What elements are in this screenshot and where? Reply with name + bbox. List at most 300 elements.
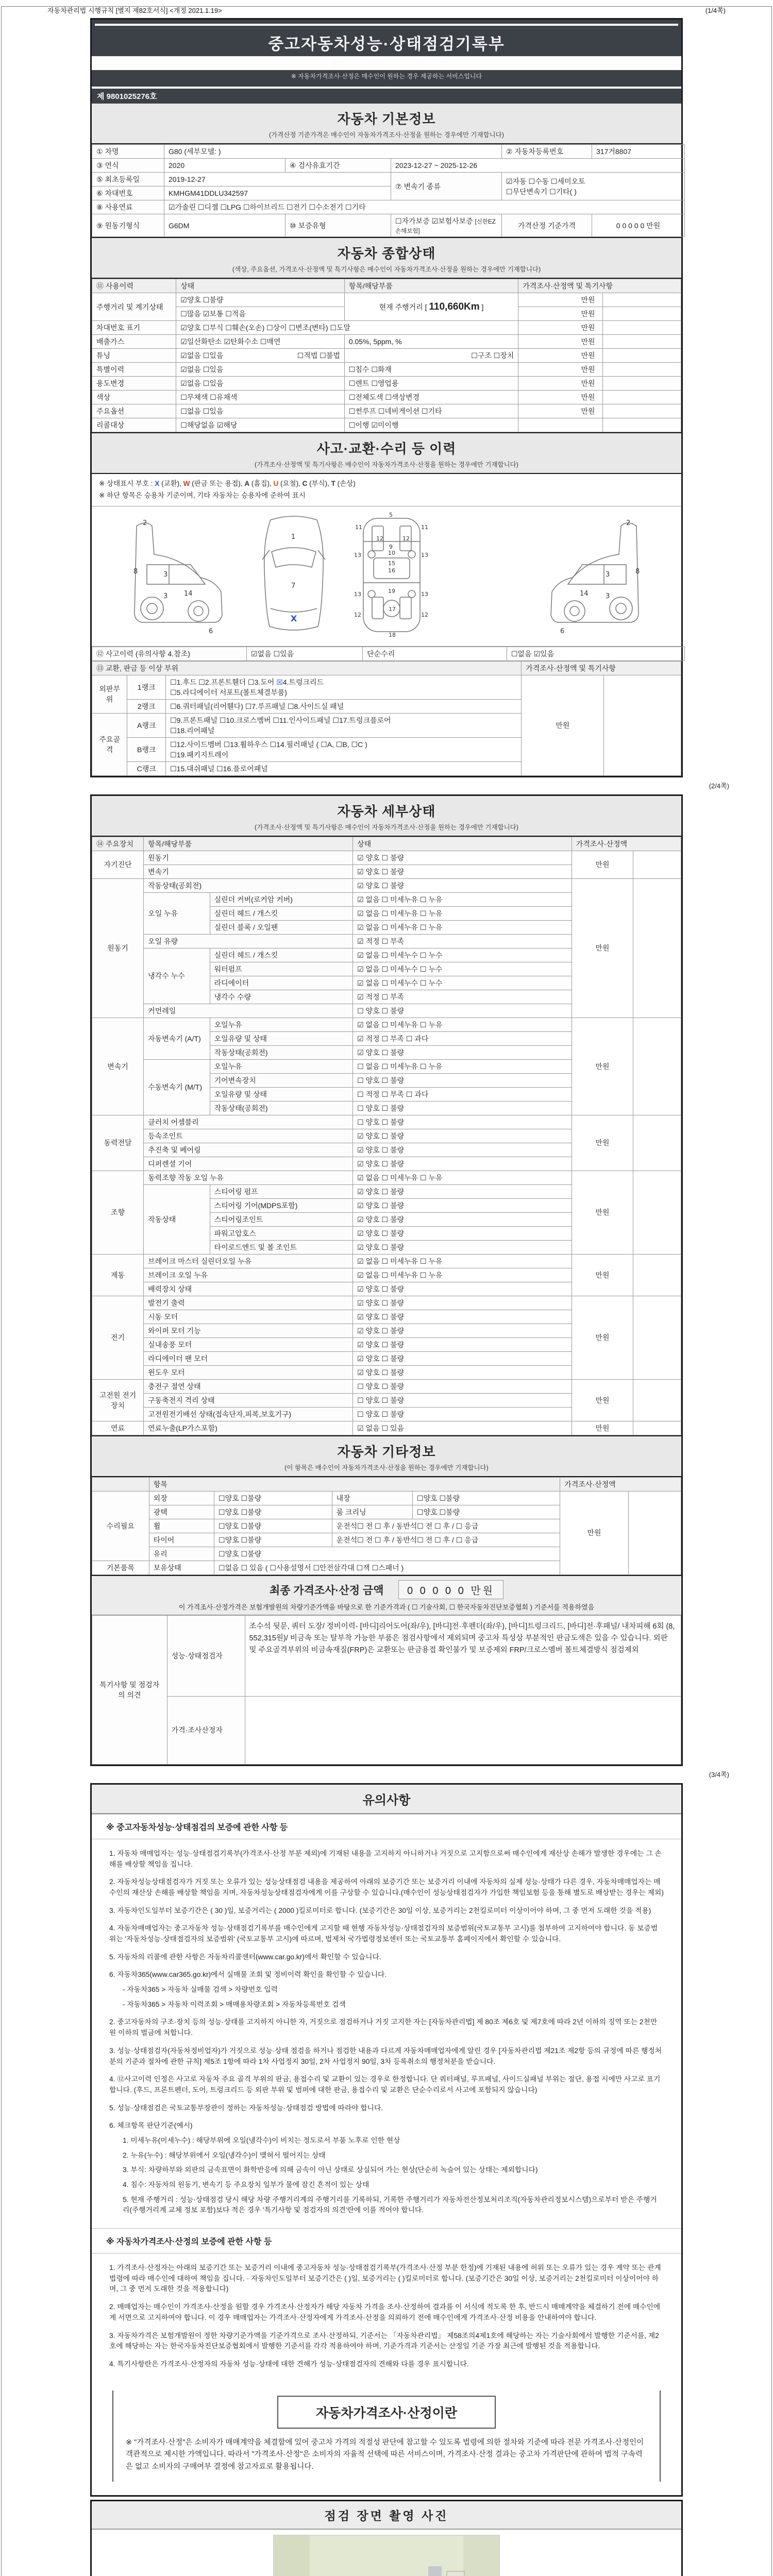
parts-price: 만원	[522, 675, 604, 775]
col-detail-price: 가격조사·산정액	[572, 837, 681, 851]
caution-item: 2. 중고자동차의 구조·장치 등의 성능·상태를 고지하지 아니한 자, 거짓으로 점검하거나 거짓 고지한 자는 [자동차관리법] 제 80조 제6호 및 제7호에 따라 2년 이하의 징역 또는 2천만원 이하의 벌금에 처합니다.	[109, 2018, 658, 2037]
vin-mark-price: 만원	[518, 321, 602, 335]
svg-text:19: 19	[388, 587, 395, 595]
col-major-device: ⑭ 주요장치	[92, 837, 144, 851]
page-number-2: (2/4쪽)	[709, 782, 729, 790]
caution-item: 1. 자동차 매매업자는 성능·상태점검기록부(가격조사·산정 부분 제외)에 기재된 내용을 고지하지 아니하거나 거짓으로 고지함으로써 매수인에게 재산상 손해가 발생한 경우에는 그 손해를 배상할 책임을 집니다.	[109, 1849, 662, 1868]
parts-abnormal-table	[92, 661, 681, 776]
final-price-label: 최종 가격조사·산정 금액	[269, 1584, 384, 1597]
status-value: ☐ 양호 ☐ 불량	[353, 1073, 572, 1087]
caution-item: 6. 체크항목 판단기준(예시) 1. 미세누유(미세누수) : 해당부위에 오일(냉각수)이 비치는 정도로서 부품 노후로 인한 현상 2. 누유(누수) : 해당부위에서 오일(냉각수)이 맺혀서 떨어지는 상태 3. 부식: 차량하부와 외판의 금속표면이 화학반응에 의해 금속이 아닌 상태로 상실되어 가는 현상(단순히 녹슬어 있는 상태는 제외합니다) 4. 침수: 자동차의 원동기, 변속기 등 주요장치 일부가 물에 잠긴 흔적이 있는 상태 5. 현재 주행거리 : 성능·상태점검 당시 해당 차량 주행거리계의 주행거리를 기록하되, 기록한 주행거리가 자동차전산정보처리조직(자동차관리정보시스템)으로부터 받은 주행거리(주행거리계 교체 정보 포함)보다 적은 경우 '특기사항 및 점검자의 의견'란에 이를 적어야 합니다.	[109, 2121, 664, 2216]
item-label: 오일누유	[210, 1018, 353, 1031]
cautions-title: 유의사항	[92, 1785, 681, 1814]
mileage-value: 110,660Km	[429, 301, 480, 312]
final-price-note: 이 가격조사·산정가격은 보험개발원의 차량기준가액을 바탕으로 한 기준가격과 ( ☐ 기술사회, ☐ 한국자동차진단보증협회 ) 기준서를 적용하였음	[178, 1603, 595, 1611]
special-history-status: ☑없음 ☐있음	[176, 363, 345, 377]
repair-needed-label: 수리필요	[92, 1491, 149, 1561]
cautions-block	[90, 1783, 683, 2497]
svg-text:12: 12	[354, 611, 361, 618]
inspection-period-label: ④ 검사유효기간	[285, 159, 391, 173]
status-value: ☑ 없음 ☐ 미세누유 ☐ 누유	[353, 1268, 572, 1282]
rankC-items: ☐15.대쉬패널 ☐16.플로어패널	[166, 761, 522, 775]
status-value: ☑ 양호 ☐ 불량	[353, 865, 572, 878]
status-value: ☑ 양호 ☐ 불량	[353, 851, 572, 865]
price-note	[633, 1379, 681, 1421]
item-label: 추진축 및 베어링	[144, 1143, 353, 1157]
subgroup-label: 자동변속기 (A/T)	[144, 1018, 210, 1059]
item-label: 실린더 헤드 / 개스킷	[210, 906, 353, 920]
misc-price-note	[628, 1491, 681, 1574]
appraiser-label: 가격·조사산정자	[167, 1696, 245, 1764]
caution-item: 4. 자동차매매업자는 중고자동차 성능·상태점검기록부를 매수인에게 고지할 때 현행 자동차성능·상태점검자의 보증범위(국토교통부 고시)를 첨부하여 고지하여야 합니다. 동 보증범위는 '자동차성능·상태점검자의 보증범위' (국토교통부 고시)에 따르며, 법제처 국가법령정보센터 또는 국토교통부 홈페이지에서 확인할 수 있습니다.	[109, 1924, 658, 1943]
caution-item: 1. 가격조사·산정자는 아래의 보증기간 또는 보증거리 이내에 중고자동차 성능·상태점검기록부(가격조사·산정 부분 한정)에 기재된 내용에 허위 또는 오류가 있는 경우 계약 또는 관계법령에 따라 매수인에 대하여 책임을 집니다. · 자동차인도일부터 보증기간은 ( )일, 보증거리는 ( )킬로미터로 합니다. (보증기간은 30일 이상, 보증거리는 2천킬로미터 이상이어야 하며, 그 중 먼저 도래한 것을 적용합니다)	[109, 2264, 661, 2293]
misc-col-price: 가격조사·산정액	[560, 1477, 681, 1491]
item-label: 타이로드엔드 및 볼 조인트	[210, 1240, 353, 1254]
tuning-label: 튜닝	[92, 349, 176, 363]
svg-text:13: 13	[421, 590, 428, 598]
legend-text: (흠집),	[249, 480, 274, 487]
usage-change-status: ☑없음 ☐있음	[176, 377, 345, 391]
valuation-definition-title: 자동차가격조사·산정이란	[277, 2396, 496, 2429]
svg-text:9: 9	[389, 543, 393, 550]
document-body	[90, 18, 729, 2576]
diagram-accident-mark: X	[291, 613, 297, 623]
price-value: 만원	[572, 1115, 633, 1171]
document-title-band	[92, 20, 681, 87]
rankB-label: B랭크	[127, 737, 166, 761]
page-number-3: (3/4쪽)	[709, 1770, 729, 1778]
tuning-status: ☑없음 ☐있음 ☐적법 ☐불법	[176, 349, 345, 363]
status-code-letter: W	[183, 480, 190, 487]
legend-text: (교환),	[159, 480, 183, 487]
device-label: 전기	[92, 1296, 144, 1379]
item-label: 워터펌프	[210, 962, 353, 976]
mileage-note1	[602, 293, 681, 307]
legend-text: ※ 상태표시 부호 :	[99, 480, 155, 487]
glass-label: 유리	[149, 1547, 214, 1561]
device-label: 변속기	[92, 1018, 144, 1115]
tuning-detail: ☐구조 ☐장치	[344, 349, 518, 363]
status-value: ☑ 없음 ☐ 미세누유 ☐ 누유	[353, 1171, 572, 1184]
svg-text:13: 13	[421, 551, 428, 558]
item-label: 윈도우 모터	[144, 1365, 353, 1379]
svg-text:3: 3	[163, 570, 168, 579]
page1-block	[90, 18, 683, 777]
rankA-label: A랭크	[127, 713, 166, 737]
status-value: ☐ 양호 ☐ 불량	[353, 1004, 572, 1018]
status-value: ☑ 양호 ☐ 불량	[353, 1310, 572, 1324]
photo-section-title: 점검 장면 촬영 사진	[92, 2501, 681, 2530]
recall-status: ☐해당없음 ☑해당	[176, 418, 345, 432]
svg-text:17: 17	[389, 605, 396, 613]
status-value: ☑ 적정 ☐ 부족	[353, 990, 572, 1004]
rankC-label: C랭크	[127, 761, 166, 775]
item-label: 연료누출(LP가스포함)	[144, 1421, 353, 1435]
options-detail: ☐썬루프 ☐네비게이션 ☐기타	[344, 404, 518, 418]
item-label: 브레이크 오일 누유	[144, 1268, 353, 1282]
device-label: 제동	[92, 1254, 144, 1296]
status-value: ☑ 없음 ☐ 미세누유 ☐ 누유	[353, 1018, 572, 1031]
caution-subitem: 4. 침수: 자동차의 원동기, 변속기 등 주요장치 일부가 물에 잠긴 흔적이 있는 상태	[123, 2181, 369, 2189]
status-value: ☑ 양호 ☐ 불량	[353, 1129, 572, 1143]
item-label: 동력조향 작동 오일 누유	[144, 1171, 353, 1184]
svg-text:2: 2	[143, 519, 147, 527]
device-label: 원동기	[92, 878, 144, 1018]
item-label: 냉각수 수량	[210, 990, 353, 1004]
svg-text:14: 14	[184, 589, 193, 598]
svg-text:3: 3	[606, 570, 610, 579]
simple-repair-label: 단순수리	[363, 647, 507, 660]
rank1-label: 1랭크	[127, 675, 166, 699]
price-note	[633, 1254, 681, 1296]
accident-legend-box	[92, 474, 681, 506]
transmission-label: ⑦ 변속기 종류	[391, 173, 502, 200]
basic-info-note: (가격산정 기준가격은 매수인이 자동차가격조사·산정을 원하는 경우에만 기재합니다)	[269, 131, 504, 139]
svg-text:15: 15	[388, 560, 395, 567]
price-note	[633, 1018, 681, 1115]
item-label: 시동 모터	[144, 1310, 353, 1324]
mileage-price1: 만원	[518, 293, 602, 307]
caution-item: 4. ⑫사고이력 인정은 사고로 자동차 주요 골격 부위의 판금, 용접수리 및 교환이 있는 경우로 한정합니다. 단 쿼터패널, 루프패널, 사이드실패널 부위는 절단, 용접 시에만 사고로 표기합니다. (후드, 프론트펜더, 도어, 트렁크리드 등 외판 부위 및 범퍼에 대한 판금, 용접수리 및 교환은 단순수리로서 사고에 포함되지 않습니다)	[109, 2075, 661, 2094]
item-label: 와이퍼 모터 기능	[144, 1324, 353, 1337]
device-label: 자기진단	[92, 851, 144, 878]
tire-label: 타이어	[149, 1533, 214, 1547]
rankB-items: ☐12.사이드멤버 ☐13.휠하우스 ☐14.필러패널 ( ☐A, ☐B, ☐C ) ☐19.패키지트레이	[166, 737, 522, 761]
main-frame-group: 주요골격	[92, 713, 127, 775]
price-note	[633, 1296, 681, 1379]
item-label: 스티어링조인트	[210, 1212, 353, 1226]
trunk-lid-x-mark: ☒	[276, 677, 283, 686]
item-label: 커먼레일	[144, 1004, 353, 1018]
basic-info-title: 자동차 기본정보	[337, 111, 436, 127]
item-label: 오일유량 및 상태	[210, 1087, 353, 1101]
color-detail: ☐전체도색 ☐색상변경	[344, 391, 518, 404]
col-status: 상태	[176, 279, 345, 293]
misc-price: 만원	[560, 1491, 628, 1574]
status-value: ☑ 없음 ☐ 미세누유 ☐ 누유	[353, 1254, 572, 1268]
detail-row	[92, 851, 681, 865]
status-value: ☑ 양호 ☐ 불량	[353, 1365, 572, 1379]
transmission-value	[502, 173, 685, 200]
usage-change-detail: ☐렌트 ☐영업용	[344, 377, 518, 391]
status-code-letter: U	[273, 480, 279, 487]
detail-row	[92, 1018, 681, 1031]
inspection-photo-front	[273, 2535, 500, 2576]
caution-item: 2. 매매업자는 매수인이 가격조사·산정을 원할 경우 가격조사·산정자가 해당 자동차 가격을 조사·산정하여 결과를 이 서식에 적도록 한 후, 반드시 매매계약을 체결하기 전에 매수인에게 서면으로 고지하여야 합니다. 이 경우 매매업자는 가격조사·산정자에게 가격조사·산정을 의뢰하기 전에 매수인에게 가격조사·산정 비용을 안내하여야 합니다.	[109, 2303, 661, 2321]
caution-item: 4. 특기사항란은 가격조사·산정자의 자동차 성능·상태에 대한 견해가 성능·상태점검자의 견해와 다를 경우 표시합니다.	[109, 2360, 469, 2368]
subgroup-label: 작동상태	[144, 1184, 210, 1254]
polish-status: ☐양호 ☐불량	[214, 1505, 332, 1519]
status-value: ☑ 양호 ☐ 불량	[353, 1184, 572, 1198]
col-usage-history: ⑪ 사용이력	[92, 279, 176, 293]
status-value: ☑ 양호 ☐ 불량	[353, 1226, 572, 1240]
misc-info-note: (이 항목은 매수인이 자동차가격조사·산정을 원하는 경우에만 기재합니다)	[284, 1464, 489, 1471]
status-value: ☑ 양호 ☐ 불량	[353, 1240, 572, 1254]
item-label: 실내송풍 모터	[144, 1337, 353, 1351]
car-name-value: G80 (세부모델: )	[164, 145, 502, 159]
car-diagram-svg	[116, 511, 657, 639]
item-label: 오일유량 및 상태	[210, 1031, 353, 1045]
special-history-label: 특별이력	[92, 363, 176, 377]
status-value: ☑ 없음 ☐ 미세누수 ☐ 누수	[353, 948, 572, 962]
usage-change-price: 만원	[518, 377, 602, 391]
vin-mark-status: ☑양호 ☐부식 ☐훼손(오손) ☐상이 ☐변조(변타) ☐도말	[176, 321, 518, 335]
photo-signature-block	[90, 2500, 683, 2576]
fuel-label: ⑧ 사용연료	[92, 200, 164, 214]
holding-label: 보유상태	[149, 1561, 214, 1574]
item-label: 충전구 절연 상태	[144, 1379, 353, 1393]
options-status: ☐없음 ☐있음	[176, 404, 345, 418]
svg-text:12: 12	[376, 535, 383, 542]
item-label: 변속기	[144, 865, 353, 878]
item-label: 디퍼렌셜 기어	[144, 1157, 353, 1171]
svg-text:7: 7	[291, 582, 296, 590]
price-value: 만원	[572, 1171, 633, 1254]
reg-no-value: 317거8807	[592, 145, 685, 159]
status-value: ☐ 양호 ☐ 불량	[353, 1379, 572, 1393]
detail-row	[92, 1254, 681, 1268]
price-value: 만원	[572, 1379, 633, 1421]
final-price-value: 0 0 0 0 0 만원	[398, 1580, 503, 1599]
inspection-period-value: 2023-12-27 ~ 2025-12-26	[391, 159, 685, 173]
status-value: ☑ 양호 ☐ 불량	[353, 1337, 572, 1351]
interior-label: 내장	[332, 1491, 412, 1505]
misc-info-header	[92, 1435, 681, 1477]
subgroup-label: 오일 누유	[144, 892, 210, 934]
price-value: 만원	[572, 878, 633, 1018]
svg-text:12: 12	[421, 611, 428, 618]
caution-item: 3. 자동차인도일부터 보증기간은 ( 30 )일, 보증거리는 ( 2000 )킬로미터로 합니다. (보증기간은 30일 이상, 보증거리는 2천킬로미터 이상이어야 하며, 그 중 먼저 도래한 것을 적용)	[109, 1906, 651, 1914]
recall-label: 리콜대상	[92, 418, 176, 432]
status-value: ☑ 양호 ☐ 불량	[353, 1157, 572, 1171]
status-value: ☑ 양호 ☐ 불량	[353, 1324, 572, 1337]
valuation-definition-body: ※ "가격조사·산정"은 소비자가 매매계약을 체결함에 있어 중고차 가격의 적절성 판단에 참고할 수 있도록 법령에 의한 절차와 기준에 따라 전문 가격조사·산정인이 객관적으로 제시한 가액입니다. 따라서 "가격조사·산정"은 소비자의 자율적 선택에 따른 서비스이며, 가격조사·산정 결과는 중고차 가격판단에 관하여 법적 구속력은 없고 소비자의 구매여부 결정에 참고자료로 활용됩니다.	[126, 2438, 644, 2471]
status-value: ☑ 양호 ☐ 불량	[353, 1143, 572, 1157]
status-code-letter: C	[302, 480, 308, 487]
detail-row	[92, 1296, 681, 1310]
status-value: ☑ 없음 ☐ 미세누수 ☐ 누수	[353, 962, 572, 976]
price-value: 만원	[572, 1018, 633, 1115]
simple-repair-status: ☐없음 ☑있음	[507, 647, 685, 660]
status-value: ☐ 양호 ☐ 불량	[353, 1393, 572, 1407]
detail-row	[92, 1379, 681, 1393]
status-value: ☑ 적정 ☐ 부족	[353, 934, 572, 948]
detail-row	[92, 878, 681, 892]
svg-text:12: 12	[402, 535, 410, 542]
final-price-bar	[92, 1575, 681, 1615]
parts-header: ⑬ 교환, 판금 등 이상 부위	[92, 661, 522, 675]
caution-item: 3. 성능·상태점검자(자동차정비업자)가 거짓으로 성능·상태 점검을 하거나 점검한 내용과 다르게 자동차매매업자에게 알린 경우 [자동차관리법 제21조 제2항 등의 규정에 따른 행정처분의 기준과 절차에 관한 규칙] 제5조 1항에 따라 1차 사업정지 30일, 2차 사업정지 90일, 3차 등록취소의 행정처분을 받습니다.	[109, 2046, 662, 2065]
rank1-items: ☐1.후드 ☐2.프론트휀더 ☐3.도어 ☒4.트렁크리드 ☐5.라디에이터 서포트(볼트체결부품)	[166, 675, 522, 699]
cautions-subheader: ※ 자동차가격조사·산정의 보증에 관한 사항 등	[92, 2228, 681, 2253]
exterior-label: 외장	[149, 1491, 214, 1505]
status-code-legend	[99, 478, 674, 490]
special-history-price: 만원	[518, 363, 602, 377]
legend-text: (손상)	[335, 480, 356, 487]
price-value: 만원	[572, 851, 633, 878]
status-value: ☑ 없음 ☐ 미세누수 ☐ 누수	[353, 976, 572, 990]
item-label: 실린더 헤드 / 개스킷	[210, 948, 353, 962]
wheel-detail: 운전석☐ 전 ☐ 후 / 동반석☐ 전 ☐ 후 / ☐ 응급	[332, 1519, 560, 1533]
item-label: 작동상태(공회전)	[144, 878, 353, 892]
basic-info-table	[92, 144, 685, 237]
color-price: 만원	[518, 391, 602, 404]
model-year-value: 2020	[164, 159, 285, 173]
vin-value: KMHGM41DDLU342597	[164, 187, 391, 200]
col-price-notes: 가격조사·산정액 및 특기사항	[518, 279, 681, 293]
accident-note: (가격조사·산정액 및 특기사항은 매수인이 자동차가격조사·산정을 원하는 경우에만 기재합니다)	[255, 461, 518, 468]
cautions-list	[92, 1839, 681, 2228]
first-reg-label: ⑤ 최초등록일	[92, 173, 164, 187]
room-cleaning-label: 룸 크리닝	[332, 1505, 412, 1519]
svg-text:10: 10	[388, 549, 395, 556]
usage-change-label: 용도변경	[92, 377, 176, 391]
caution-item: 3. 자동차가격은 보험개발원이 정한 차량기준가액을 기준가격으로 조사·산정하되, 기준서는 「자동차관리법」 제58조의4제1호에 해당하는 자는 기술사회에서 발행한 기준서를, 제2호에 해당하는 자는 한국자동차진단보증협회에서 발행한 기준서를 각각 적용하여야 하며, 기준가격과 기준서는 산정일 기준 가장 최근에 발행된 것을 적용합니다.	[109, 2331, 659, 2350]
fuel-value: ☑가솔린 ☐디젤 ☐LPG ☐하이브리드 ☐전기 ☐수소전기 ☐기타	[164, 200, 685, 214]
emission-status: ☑일산화탄소 ☑탄화수소 ☐매연	[176, 335, 345, 349]
price-note	[633, 851, 681, 878]
caution-item: 5. 성능·상태점검은 국토교통부장관이 정하는 자동차성능·상태점검 방법에 따라야 합니다.	[109, 2104, 383, 2112]
rankA-items: ☐9.프론트패널 ☐10.크로스멤버 ☐11.인사이드패널 ☐17.트렁크플로어 ☐18.리어패널	[166, 713, 522, 737]
recall-detail: ☐이행 ☑미이행	[344, 418, 518, 432]
warranty-type-value: ☐자가보증 ☑보험사보증 [신한EZ손해보험]	[391, 214, 502, 237]
page-number-1: (1/4쪽)	[705, 7, 726, 14]
law-reference: 자동차관리법 시행규칙 [별지 제82호서식] <개정 2021.1.19>	[47, 7, 222, 14]
detail-state-note: (가격조사·산정액 및 특기사항은 매수인이 자동차가격조사·산정을 원하는 경우에만 기재합니다)	[255, 823, 518, 831]
col-detail-item: 항목/해당부품	[144, 837, 353, 851]
overall-state-header	[92, 237, 681, 279]
first-reg-value: 2019-12-27	[164, 173, 391, 187]
item-label: 구동축전지 격리 상태	[144, 1393, 353, 1407]
svg-text:2: 2	[626, 519, 631, 527]
item-label: 배력장치 상태	[144, 1282, 353, 1296]
accident-title: 사고·교환·수리 등 이력	[316, 441, 457, 456]
svg-text:11: 11	[421, 523, 428, 531]
price-value: 만원	[572, 1254, 633, 1296]
price-value: 만원	[572, 1421, 633, 1435]
rank2-items: ☐6.쿼터패널(리어휀다) ☐7.루프패널 ☐8.사이드실 패널	[166, 699, 522, 713]
caution-subitem: 3. 부식: 차량하부와 외판의 금속표면이 화학반응에 의해 금속이 아닌 상태로 상실되어 가는 현상(단순히 녹슬어 있는 상태는 제외합니다)	[123, 2166, 538, 2174]
status-value: ☐ 양호 ☐ 불량	[353, 1101, 572, 1115]
overall-state-title: 자동차 종합상태	[337, 246, 436, 261]
warranty-type-label: ⑩ 보증유형	[285, 214, 391, 237]
svg-text:14: 14	[580, 589, 589, 598]
basic-info-header	[92, 104, 681, 144]
exterior-status: ☐양호 ☐불량	[214, 1491, 332, 1505]
item-label: 발전기 출력	[144, 1296, 353, 1310]
room-cleaning-status: ☐양호 ☐불량	[413, 1505, 560, 1519]
item-label: 브레이크 마스터 실린더오일 누유	[144, 1254, 353, 1268]
current-mileage: 현재 주행거리 [ 110,660Km ]	[344, 293, 518, 321]
appraiser-opinion-text	[245, 1696, 681, 1764]
detail-state-header	[92, 796, 681, 837]
status-value: ☑ 양호 ☐ 불량	[353, 1351, 572, 1365]
cautions-list	[92, 2253, 681, 2382]
device-label: 고전원 전기장치	[92, 1379, 144, 1421]
accident-history-label: ⑫ 사고이력 (유의사항 4.참조)	[92, 647, 247, 660]
accident-history-table	[92, 647, 685, 661]
document-subtitle: ( ■ 자동차가격조사·산정 선택 )	[92, 56, 681, 70]
item-label: 실린더 블록 / 오일팬	[210, 920, 353, 934]
transmission-line1: ☑자동 ☐수동 ☐세미오토	[506, 177, 585, 185]
caution-subitem: - 자동차365 > 자동차 실매물 검색 > 차량번호 입력	[123, 1986, 278, 1994]
recall-price	[518, 418, 602, 432]
base-price-label: 가격산정 기준가격	[502, 214, 592, 237]
caution-subitem: - 자동차365 > 자동차 이력조회 > 매매용차량조회 > 자동차등록번호 검색	[123, 2000, 346, 2008]
status-code-letter: X	[155, 480, 160, 487]
mileage-price2: 만원	[518, 307, 602, 321]
device-label: 조향	[92, 1171, 144, 1254]
vin-mark-label: 차대번호 표기	[92, 321, 176, 335]
mileage-note2	[602, 307, 681, 321]
legend-text: (요철),	[278, 480, 303, 487]
document-number: 제 9801025276호	[92, 87, 681, 104]
caution-item: 5. 자동차의 리콜에 관한 사항은 자동차리콜센터(www.car.go.kr)에서 확인할 수 있습니다.	[109, 1953, 381, 1961]
base-price-value: 0 0 0 0 0 만원	[592, 214, 685, 237]
special-history-detail: ☐침수 ☐화재	[344, 363, 518, 377]
detail-row	[92, 1421, 681, 1435]
car-name-label: ① 차명	[92, 145, 164, 159]
price-note	[633, 1115, 681, 1171]
status-value: ☑ 양호 ☐ 불량	[353, 1282, 572, 1296]
status-value: ☑ 없음 ☐ 미세누유 ☐ 누유	[353, 906, 572, 920]
caution-subitem: 2. 누유(누수) : 해당부위에서 오일(냉각수)이 맺혀서 떨어지는 상태	[123, 2151, 326, 2159]
legend-text: (판금 또는 용접),	[190, 480, 245, 487]
tire-detail: 운전석☐ 전 ☐ 후 / 동반석☐ 전 ☐ 후 / ☐ 응급	[332, 1533, 560, 1547]
svg-text:13: 13	[354, 551, 361, 558]
wheel-status: ☐양호 ☐불량	[214, 1519, 332, 1533]
caution-subitem: 1. 미세누유(미세누수) : 해당부위에 오일(냉각수)이 비치는 정도로서 부품 노후로 인한 현상	[123, 2136, 400, 2144]
detail-state-table	[92, 837, 681, 1435]
tire-status: ☐양호 ☐불량	[214, 1533, 332, 1547]
price-note	[633, 878, 681, 1018]
item-label: 기어변속장치	[210, 1073, 353, 1087]
title-separator	[95, 24, 678, 26]
item-label: 스티어링 기어(MDPS포함)	[210, 1198, 353, 1212]
opinion-section-label: 특기사항 및 점검자의 의견	[92, 1615, 167, 1764]
document-title: 중고자동차성능·상태점검기록부	[268, 35, 505, 53]
device-label: 동력전달	[92, 1115, 144, 1171]
polish-label: 광택	[149, 1505, 214, 1519]
col-detail-status: 상태	[353, 837, 572, 851]
emission-label: 배출가스	[92, 335, 176, 349]
svg-text:1: 1	[291, 533, 296, 541]
detail-row	[92, 1171, 681, 1184]
status-code-letter: T	[331, 480, 335, 487]
mileage-status2: ☐많음 ☑보통 ☐적음	[176, 307, 345, 321]
legend-text: (부식),	[307, 480, 331, 487]
document-subtitle-note: ※ 자동차가격조사·산정은 매수인이 원하는 경우 제공하는 서비스입니다	[291, 73, 482, 80]
options-price: 만원	[518, 404, 602, 418]
valuation-definition-box	[112, 2391, 661, 2482]
item-label: 작동상태(공회전)	[210, 1101, 353, 1115]
price-note	[633, 1171, 681, 1254]
caution-subitem: 5. 현재 주행거리 : 성능·상태점검 당시 해당 차량 주행거리계의 주행거리를 기록하되, 기록한 주행거리가 자동차전산정보처리조직(자동차관리정보시스템)으로부터 받은 주행거리(주행거리계 교체 정보 포함)보다 적은 경우 '특기사항 및 점검자의 의견'란에 이를 적어야 합니다.	[123, 2195, 657, 2214]
subgroup-label: 수동변속기 (M/T)	[144, 1059, 210, 1115]
item-label: 오일 유량	[144, 934, 353, 948]
vin-label: ⑥ 차대번호	[92, 187, 164, 200]
status-value: ☑ 없음 ☐ 미세누유 ☐ 누유	[353, 920, 572, 934]
parts-price-header: 가격조사·산정액 및 특기사항	[522, 661, 681, 675]
reg-no-label: ② 자동차등록번호	[502, 145, 592, 159]
svg-text:6: 6	[209, 627, 213, 635]
car-diagram	[92, 506, 681, 647]
item-label: 실린더 커버(로커암 커버)	[210, 892, 353, 906]
emission-values: 0.05%, 5ppm, %	[344, 335, 518, 349]
tuning-price: 만원	[518, 349, 602, 363]
top-meta-line	[47, 5, 726, 15]
status-value: ☐ 양호 ☐ 불량	[353, 1115, 572, 1129]
